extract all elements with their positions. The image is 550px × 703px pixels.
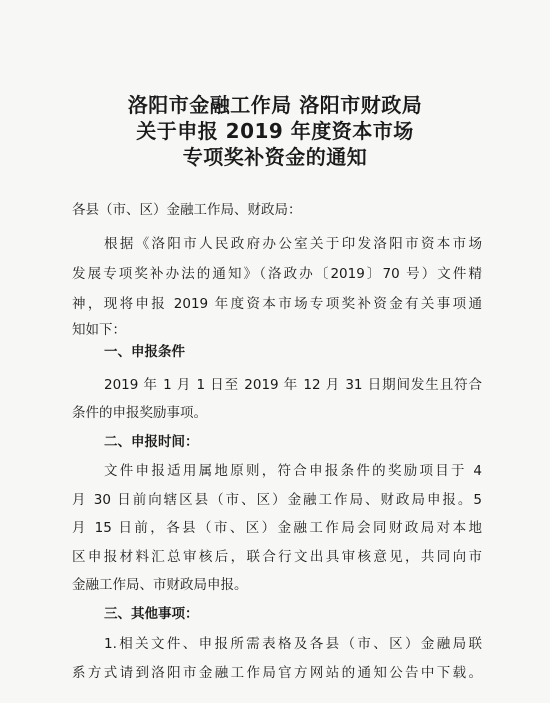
salutation: 各县（市、区）金融工作局、财政局： (72, 202, 302, 218)
section-2-line-3: 月 15 日前，各县（市、区）金融工作局会同财政局对本地 (72, 520, 482, 536)
intro-line-4: 知如下： (72, 322, 126, 338)
document-title-line-1: 洛阳市金融工作局 洛阳市财政局 (127, 93, 423, 117)
section-1-line-1: 2019 年 1 月 1 日至 2019 年 12 月 31 日期间发生且符合 (104, 377, 482, 393)
document-title-line-3: 专项奖补资金的通知 (182, 145, 368, 169)
section-3-line-2: 系方式请到洛阳市金融工作局官方网站的通知公告中下载。 (72, 665, 482, 681)
section-3-line-1: 1.相关文件、申报所需表格及各县（市、区）金融局联 (104, 636, 482, 652)
section-2-line-1: 文件申报适用属地原则，符合申报条件的奖励项目于 4 (104, 463, 482, 479)
intro-line-2: 发展专项奖补办法的通知》（洛政办〔2019〕70 号）文件精 (72, 266, 482, 282)
section-2-line-2: 月 30 日前向辖区县（市、区）金融工作局、财政局申报。5 (72, 492, 482, 508)
section-1-heading: 一、申报条件 (104, 344, 185, 360)
document-title-line-2: 关于申报 2019 年度资本市场 (136, 119, 414, 143)
intro-line-3: 神，现将申报 2019 年度资本市场专项奖补资金有关事项通 (72, 296, 482, 312)
intro-line-1: 根据《洛阳市人民政府办公室关于印发洛阳市资本市场 (104, 236, 482, 252)
section-2-heading: 二、申报时间： (104, 434, 199, 450)
section-1-line-2: 条件的申报奖励事项。 (72, 405, 207, 421)
section-2-line-4: 区申报材料汇总审核后，联合行文出具审核意见，共同向市 (72, 549, 482, 565)
section-3-heading: 三、其他事项： (104, 606, 199, 622)
section-2-line-5: 金融工作局、市财政局申报。 (72, 577, 248, 593)
